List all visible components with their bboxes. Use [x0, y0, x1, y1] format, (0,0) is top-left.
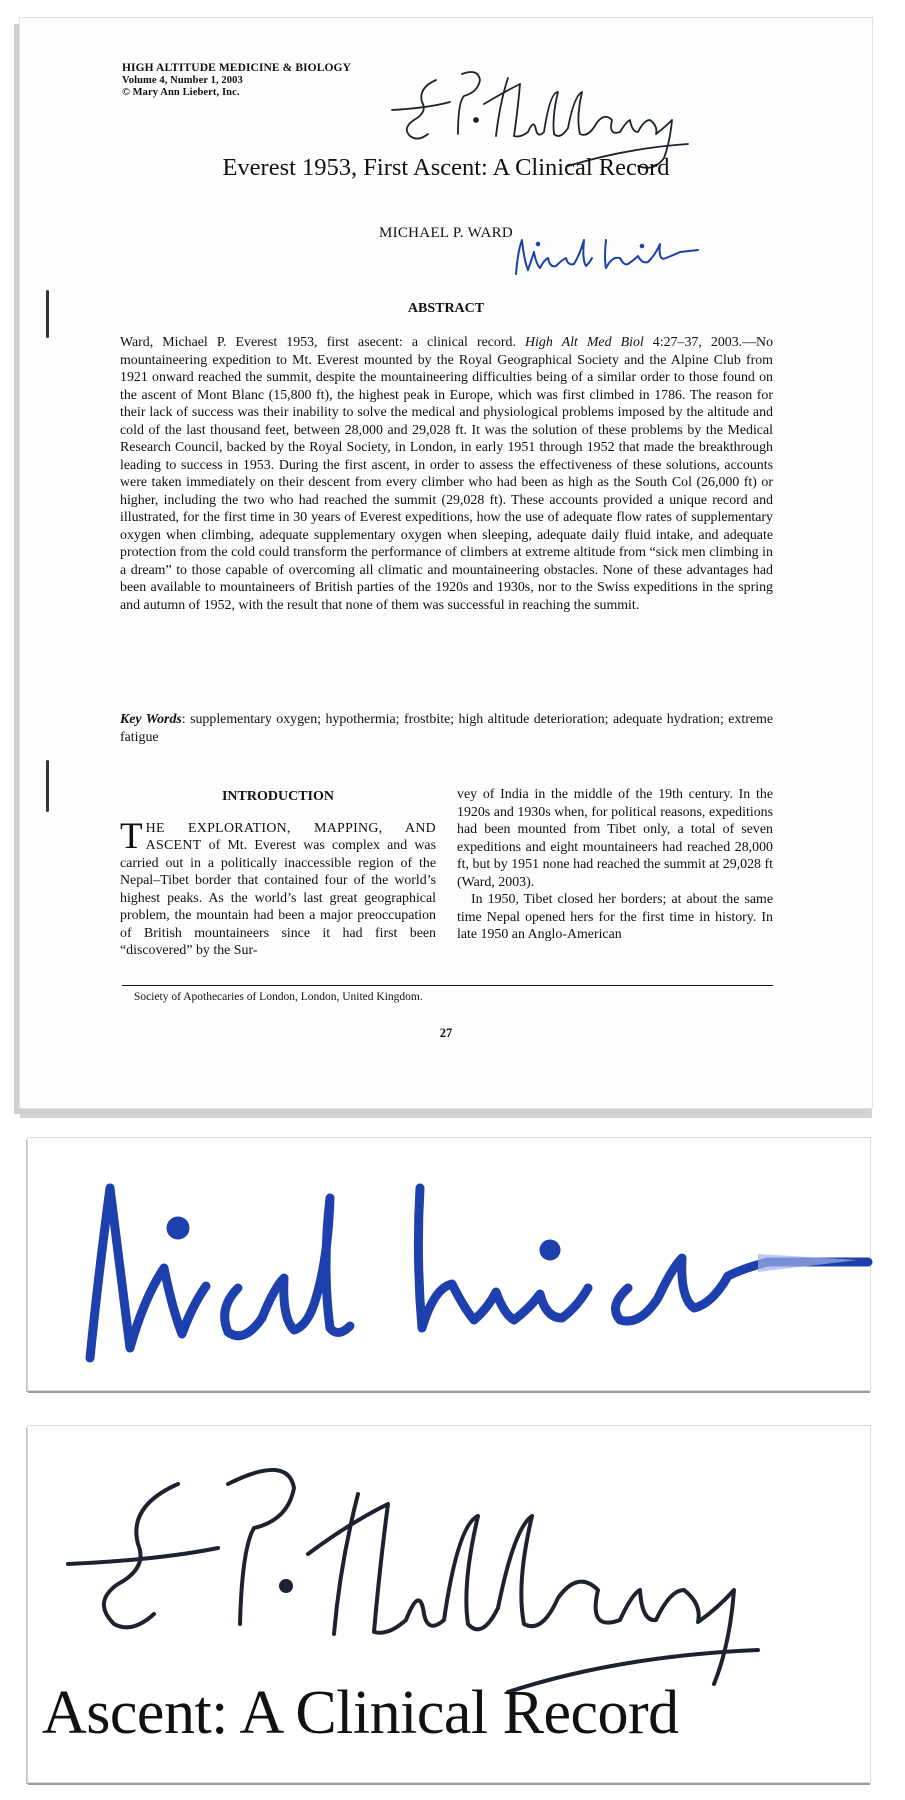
intro-smallcaps: HE EXPLORATION, MAPPING, AND ASCENT — [145, 820, 436, 853]
author-name: MICHAEL P. WARD — [378, 225, 514, 241]
journal-header — [122, 62, 351, 100]
abstract-text — [120, 334, 773, 614]
intro-right-column — [457, 786, 773, 944]
ward-signature-large — [68, 1158, 868, 1378]
footnote-rule — [122, 985, 773, 986]
ward-signature — [510, 230, 700, 282]
title-fragment-closeup: Ascent: A Clinical Record — [42, 1679, 679, 1747]
page-number: 27 — [439, 1026, 453, 1040]
binder-mark-lower — [46, 760, 49, 812]
abstract-heading: ABSTRACT — [407, 301, 485, 316]
keywords-list: : supplementary oxygen; hypothermia; frostbite; high altitude deterioration; adequate hydration; extreme fatigue — [120, 712, 773, 745]
abstract-volume: 4:27–37, 2003.— — [643, 335, 757, 350]
ward-signature-drawing — [510, 230, 700, 282]
journal-name: HIGH ALTITUDE MEDICINE & BIOLOGY — [122, 62, 351, 74]
introduction-heading: INTRODUCTION — [221, 789, 334, 804]
abstract-citation: Ward, Michael P. Everest 1953, first asecent: a clinical record. — [120, 335, 525, 350]
keywords — [120, 711, 773, 746]
abstract-body: No mountaineering expedition to Mt. Everest mounted by the Royal Geographical Society and the Alpine Club from 1921 onward reached the summit, despite the mountaineering difficulties being of a similar order to those found on the ascent of Mont Blanc (15,800 ft), the highest peak in Europe, which was first climbed in 1786. The reason for their lack of success was their inability to solve the medical and physiological problems imposed by the altitude and cold of the last thousand feet, between 28,000 and 29,028 ft. It was the solution of these problems by the Medical Research Council, backed by the Royal Society, in London, in early 1951 through 1952 that made the breakthrough leading to success in 1953. During the first ascent, in order to assess the effectiveness of these solutions, accounts were taken immediately on their descent from every climber who had been as high as the South Col (26,000 ft) or higher, including the two who had reached the summit (29,028 ft). These accounts provided a unique record and illustrated, for the first time in 30 years of Everest expeditions, how the use of adequate flow rates of supplementary oxygen when climbing, adequate supplementary oxygen when sleeping, adequate daily fluid intake, and adequate protection from the cold could transform the performance of climbers at extreme altitude from “sick men climbing in a dream” to those capable of overcoming all climatic and mountaineering obstacles. None of these advantages had been available to mountaineers of British parties of the 1920s and 1930s, nor to the Swiss expeditions in the spring and autumn of 1952, with the result that none of them was successful in reaching the summit. — [120, 335, 774, 613]
affiliation-footnote: Society of Apothecaries of London, London, United Kingdom. — [134, 991, 423, 1003]
hillary-signature-large-drawing — [58, 1444, 858, 1694]
intro-paragraph — [120, 815, 436, 960]
journal-volume: Volume 4, Number 1, 2003 — [122, 74, 243, 86]
hillary-signature-large — [58, 1444, 858, 1694]
document-page — [20, 18, 872, 1108]
journal-publisher: © Mary Ann Liebert, Inc. — [122, 87, 240, 98]
ward-signature-large-drawing — [68, 1158, 868, 1378]
keywords-label: Key Words — [120, 712, 182, 727]
intro-right-paragraph-1: vey of India in the middle of the 19th century. In the 1920s and 1930s when, for political reasons, expeditions had been mounted from Tibet only, a total of seven expeditions and eight mountaineers had reached 28,000 ft, but by 1951 none had reached the summit at 29,028 ft (Ward, 2003). — [457, 787, 773, 890]
abstract-journal: High Alt Med Biol — [525, 335, 644, 350]
dropcap: T — [120, 815, 143, 857]
intro-right-paragraph-2: In 1950, Tibet closed her borders; at about the same time Nepal opened hers for the first time in history. In late 1950 an Anglo-American — [457, 892, 773, 942]
hillary-signature-closeup — [28, 1426, 870, 1782]
intro-left-column — [120, 786, 436, 960]
intro-left-text: of Mt. Everest was complex and was carried out in a politically inaccessible region of the Nepal–Tibet border that contained four of the world’s highest peaks. As the world’s last great geographical problem, the mountain had been a major preoccupation of British mountaineers since it had first been “discovered” by the Sur- — [120, 838, 436, 958]
article-title: Everest 1953, First Ascent: A Clinical Record — [222, 154, 670, 181]
ward-signature-closeup — [28, 1138, 870, 1390]
